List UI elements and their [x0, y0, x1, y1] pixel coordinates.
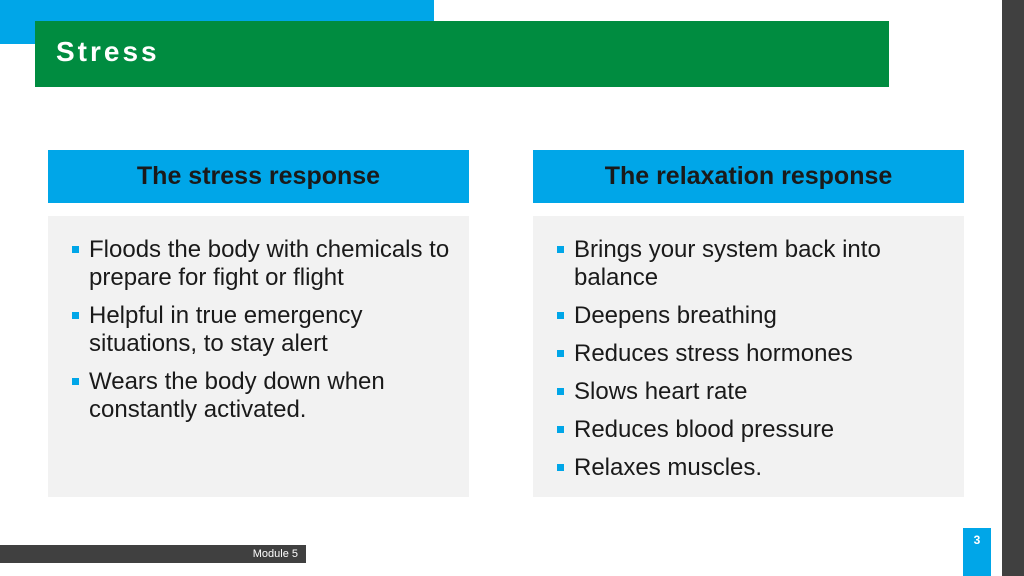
list-item: [557, 340, 954, 368]
footer-bar: [0, 545, 306, 563]
page-number: 3: [973, 533, 981, 547]
module-label: Module 5: [252, 548, 298, 560]
list-item: [72, 302, 459, 358]
stress-response-heading-box: [48, 150, 469, 203]
bullet-square-icon: [557, 246, 564, 253]
bullet-square-icon: [557, 350, 564, 357]
list-item-text: Deepens breathing: [574, 302, 777, 329]
left-accent-stub: [0, 21, 35, 44]
stress-response-heading: The stress response: [136, 162, 381, 190]
list-item-text: Slows heart rate: [574, 378, 748, 405]
bullet-square-icon: [557, 426, 564, 433]
list-item-text: Helpful in true emergency situations, to stay alert: [89, 302, 363, 357]
list-item-text: Reduces stress hormones: [574, 340, 853, 367]
list-item: [557, 302, 954, 330]
list-item: [557, 416, 954, 444]
right-edge-bar: [1002, 0, 1024, 576]
stress-response-panel: [48, 216, 469, 497]
relaxation-response-panel: [533, 216, 964, 497]
list-item: [72, 368, 459, 424]
relaxation-response-list: [557, 236, 954, 482]
list-item-text: Reduces blood pressure: [574, 416, 835, 443]
list-item-text: Wears the body down when constantly activated.: [89, 368, 385, 423]
bullet-square-icon: [72, 378, 79, 385]
bullet-square-icon: [72, 312, 79, 319]
page-title: Stress: [56, 36, 160, 67]
list-item-text: Relaxes muscles.: [574, 454, 763, 481]
bullet-square-icon: [72, 246, 79, 253]
top-accent-bar: [0, 0, 434, 21]
bullet-square-icon: [557, 464, 564, 471]
stress-response-list: [72, 236, 459, 424]
title-bar: [35, 21, 889, 87]
bullet-square-icon: [557, 312, 564, 319]
list-item: [557, 454, 954, 482]
bullet-square-icon: [557, 388, 564, 395]
relaxation-response-heading-box: [533, 150, 964, 203]
list-item-text: Brings your system back into balance: [574, 236, 881, 291]
list-item: [72, 236, 459, 292]
page-number-box: [963, 528, 991, 576]
list-item: [557, 378, 954, 406]
list-item: [557, 236, 954, 292]
relaxation-response-heading: The relaxation response: [604, 162, 893, 190]
list-item-text: Floods the body with chemicals to prepare for fight or flight: [89, 236, 450, 291]
